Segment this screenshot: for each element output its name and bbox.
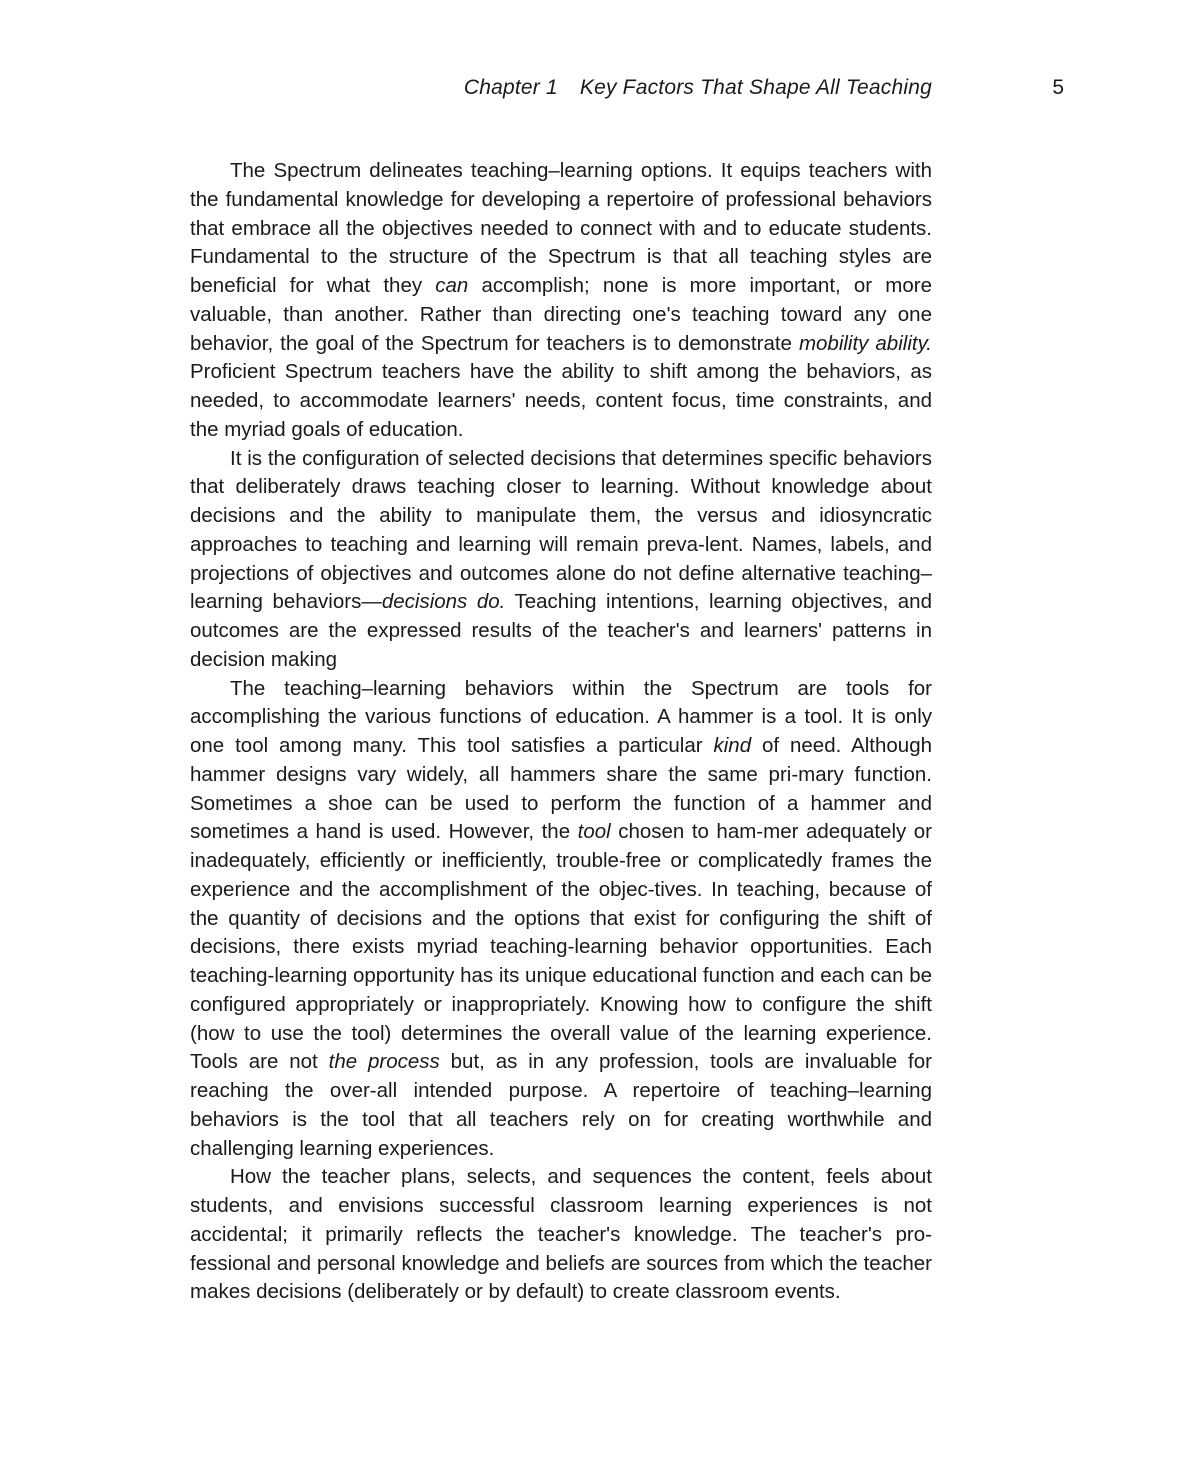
running-head bbox=[0, 76, 1200, 106]
chapter-title: Key Factors That Shape All Teaching bbox=[579, 76, 932, 99]
text-segment: of need. Although hammer designs vary widely, all hammers share the same pri-mary function. Sometimes a shoe can be used to perform the function of a hammer and sometimes a hand is used. However, the bbox=[190, 734, 932, 844]
text-segment: Teaching intentions, learning objectives, and outcomes are the expressed results of the teacher's and learners' patterns in decision making bbox=[190, 590, 932, 671]
text-segment: accomplish; none is more important, or more valuable, than another. Rather than directing one's teaching toward any one behavior, the goal of the Spectrum for teachers is to demonstrate bbox=[190, 274, 932, 355]
italic-segment: decisions do. bbox=[381, 590, 506, 614]
page-number: 5 bbox=[1052, 76, 1064, 99]
text-segment: chosen to ham-mer adequately or inadequately, efficiently or inefficiently, trouble-free or complicatedly frames the experience and the accomplishment of the objec-tives. In teaching, because of the quantity of decisions and the options that exist for configuring the shift of decisions, there exists myriad teaching-learning behavior opportunities. Each teaching-learning opportunity has its unique educational function and each can be configured appropriately or inappropriately. Knowing how to configure the shift (how to use the tool) determines the overall value of the learning experience. Tools are not bbox=[190, 820, 933, 1074]
italic-segment: mobility ability. bbox=[798, 331, 932, 355]
text-segment: The teaching–learning behaviors within the Spectrum are tools for accomplishing the various functions of education. A hammer is a tool. It is only one tool among many. This tool satisfies a particular bbox=[190, 676, 932, 757]
text-segment: Proficient Spectrum teachers have the ability to shift among the behaviors, as needed, to accommodate learners' needs, content focus, time constraints, and the myriad goals of education. bbox=[190, 360, 932, 441]
paragraph-3 bbox=[190, 675, 932, 1164]
text-segment: The Spectrum delineates teaching–learning options. It equips teachers with the fundamental knowledge for developing a repertoire of professional behaviors that embrace all the objectives needed to connect with and to educate students. Fundamental to the structure of the Spectrum is that all teaching styles are beneficial for what they bbox=[190, 159, 932, 297]
running-title bbox=[464, 76, 932, 100]
chapter-label: Chapter 1 bbox=[463, 76, 558, 99]
body-text bbox=[190, 157, 932, 1307]
paragraph-1 bbox=[190, 157, 932, 445]
italic-segment: tool bbox=[577, 820, 611, 844]
text-segment: but, as in any profession, tools are invaluable for reaching the over-all intended purpose. A repertoire of teaching–learning behaviors is the tool that all teachers rely on for creating worthwhile and challenging learning experiences. bbox=[190, 1050, 932, 1160]
text-segment: How the teacher plans, selects, and sequences the content, feels about students, and envisions successful classroom learning experiences is not accidental; it primarily reflects the teacher's knowledge. The teacher's pro-fessional and personal knowledge and beliefs are sources from which the teacher makes decisions (deliberately or by default) to create classroom events. bbox=[190, 1165, 932, 1304]
italic-segment: the process bbox=[328, 1050, 440, 1074]
paragraph-2 bbox=[190, 445, 932, 675]
italic-segment: kind bbox=[713, 734, 752, 757]
paragraph-4 bbox=[190, 1163, 932, 1307]
italic-segment: can bbox=[435, 274, 469, 297]
text-segment: It is the configuration of selected decisions that determines specific behaviors that deliberately draws teaching closer to learning. Without knowledge about decisions and the ability to manipulate them, the versus and idiosyncratic approaches to teaching and learning will remain preva-lent. Names, labels, and projections of objectives and outcomes alone do not define alternative teaching–learning behaviors— bbox=[190, 446, 932, 614]
